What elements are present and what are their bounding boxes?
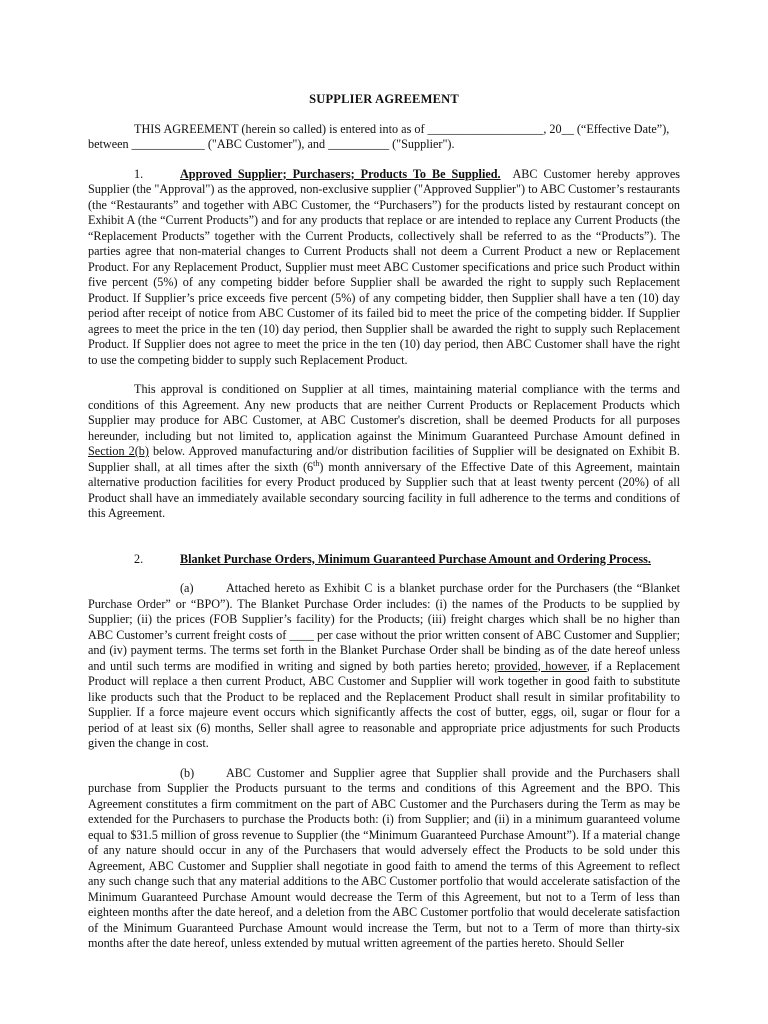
section-2b-label: (b) xyxy=(180,765,195,780)
section-1-number-wrap xyxy=(88,167,180,183)
section-1-para-2b: below. Approved manufacturing and/or distribution facilities of Supplier will be designated on Exhibit B. Supplier shall, at all times after the sixth (6 xyxy=(88,444,680,474)
intro-line-2 xyxy=(88,137,680,153)
section-2a-label: (a) xyxy=(180,581,194,595)
section-1-para-2a: This approval is conditioned on Supplier at all times, maintaining material compliance with the terms and conditions of this Agreement. Any new products that are neither Current Products or Replacement Products which Supplier may produce for ABC Customer, at ABC Customer's discretion, shall be deemed Products for all purposes hereunder, including but not limited to, application against the Minimum Guaranteed Purchase Amount defined in xyxy=(88,382,680,443)
section-1-para-1-text: ABC Customer hereby approves Supplier (the "Approval") as the approved, non-exclusive supplier ("Approved Supplier") to ABC Customer’s restaurants (the “Restaurants” and together with ABC Customer, the “Purchasers”) for the products listed by restaurant concept on Exhibit A (the “Current Products”) and for any products that replace or are intended to replace any Current Products (the “Replacement Products” together with the Current Products, collectively shall be referred to as the “Products”). The parties agree that non-material changes to Current Products shall not deem a Current Product a new or Replacement Product. For any Replacement Product, Supplier must meet ABC Customer specifications and price such Product within five percent (5%) of any competing bidder before Supplier shall be awarded the right to supply such Replacement Product. If Supplier’s price exceeds five percent (5%) of any competing bidder, then Supplier shall have a ten (10) day period after receipt of notice from ABC Customer of its failed bid to meet the price of the competing bidder. If Supplier agrees to meet the price in the ten (10) day period, then Supplier shall be awarded the right to supply such Replacement Product. If Supplier does not agree to meet the price in the ten (10) day period, then ABC Customer shall have the right to use the competing bidder to supply such Replacement Product. xyxy=(88,166,680,367)
section-2a-text-2: , if a Replacement Product will replace a then current Product, ABC Customer and Supplier will work together in good faith to substitute like products such that the Product to be replaced and the Replacement Product shall result in similar profitability to Supplier. If a force majeure event occurs which significantly affects the cost of butter, eggs, oil, sugar or flour for a period of at least six (6) months, Seller shall agree to reasonable and appropriate price adjustments for such Products given the change in cost. xyxy=(88,658,680,750)
section-1-paragraph-1 xyxy=(88,167,680,369)
section-2b-text: ABC Customer and Supplier agree that Supplier shall provide and the Purchasers shall purchase from Supplier the Products pursuant to the terms and conditions of this Agreement and the BPO. This Agreement constitutes a firm commitment on the part of ABC Customer and the Purchasers during the Term as may be extended for the Purchasers to purchase the Products both: (i) from Supplier; and (ii) in a minimum guaranteed volume equal to $31.5 million of gross revenue to Supplier (the “Minimum Guaranteed Purchase Amount”). If a material change of any nature should occur in any of the Purchasers that would adversely effect the Products to be sold under this Agreement, ABC Customer and Supplier shall negotiate in good faith to amend the terms of this Agreement to reflect any such change such that any material additions to the ABC Customer portfolio that would accelerate satisfaction of the Minimum Guaranteed Purchase Amount would decrease the Term of this Agreement, but not to a Term of less than eighteen months after the date hereof, and a deletion from the ABC Customer portfolio that would decelerate satisfaction of the Minimum Guaranteed Purchase Amount would increase the Term, but not to a Term of more than thirty-six months after the date hereof, unless extended by mutual written agreement of the parties hereto. Should Seller xyxy=(88,765,680,950)
ordinal-superscript: th xyxy=(313,458,320,468)
section-2-number: 2. xyxy=(134,551,144,566)
section-1-heading: Approved Supplier; Purchasers; Products To Be Supplied. xyxy=(180,166,501,181)
section-2a-text-1: Attached hereto as Exhibit C is a blanket purchase order for the Purchasers (the “Blanket Purchase Order” or “BPO”). The Blanket Purchase Order includes: (i) the names of the Products to be supplied by Supplier; (ii) the prices (FOB Supplier’s facility) for the Products; (iii) freight charges which shall be no higher than ABC Customer’s current freight costs of ____ per case without the prior written consent of ABC Customer and Supplier; and (iv) payment terms. The terms set forth in the Blanket Purchase Order shall be binding as of the date hereof unless and until such terms are modified in writing and signed by both parties hereto; xyxy=(88,581,680,673)
intro-line-1 xyxy=(88,122,680,138)
section-2-heading-line xyxy=(88,552,680,568)
section-2a-paragraph xyxy=(88,581,680,752)
section-2-heading: Blanket Purchase Orders, Minimum Guaranteed Purchase Amount and Ordering Process. xyxy=(180,551,651,566)
section-1-paragraph-2 xyxy=(88,382,680,522)
section-1-para-2c: ) month anniversary of the Effective Date of this Agreement, maintain alternative production facilities for every Product produced by Supplier such that at least twenty percent (20%) of all Product shall have an immediately available secondary sourcing facility in full adherence to the terms and conditions of this Agreement. xyxy=(88,459,680,520)
provided-however: provided, however xyxy=(494,658,587,673)
intro-line-2-text: between ____________ ("ABC Customer"), and __________ ("Supplier"). xyxy=(88,137,455,151)
section-2b-reference: Section 2(b) xyxy=(88,444,149,458)
section-2b-paragraph xyxy=(88,766,680,952)
document-title: SUPPLIER AGREEMENT xyxy=(309,92,459,106)
section-2-number-wrap xyxy=(88,552,180,568)
intro-line-1-text: THIS AGREEMENT (herein so called) is entered into as of ___________________, 20__ (“Effective Date”), xyxy=(134,121,670,136)
section-1-number: 1. xyxy=(134,166,144,181)
